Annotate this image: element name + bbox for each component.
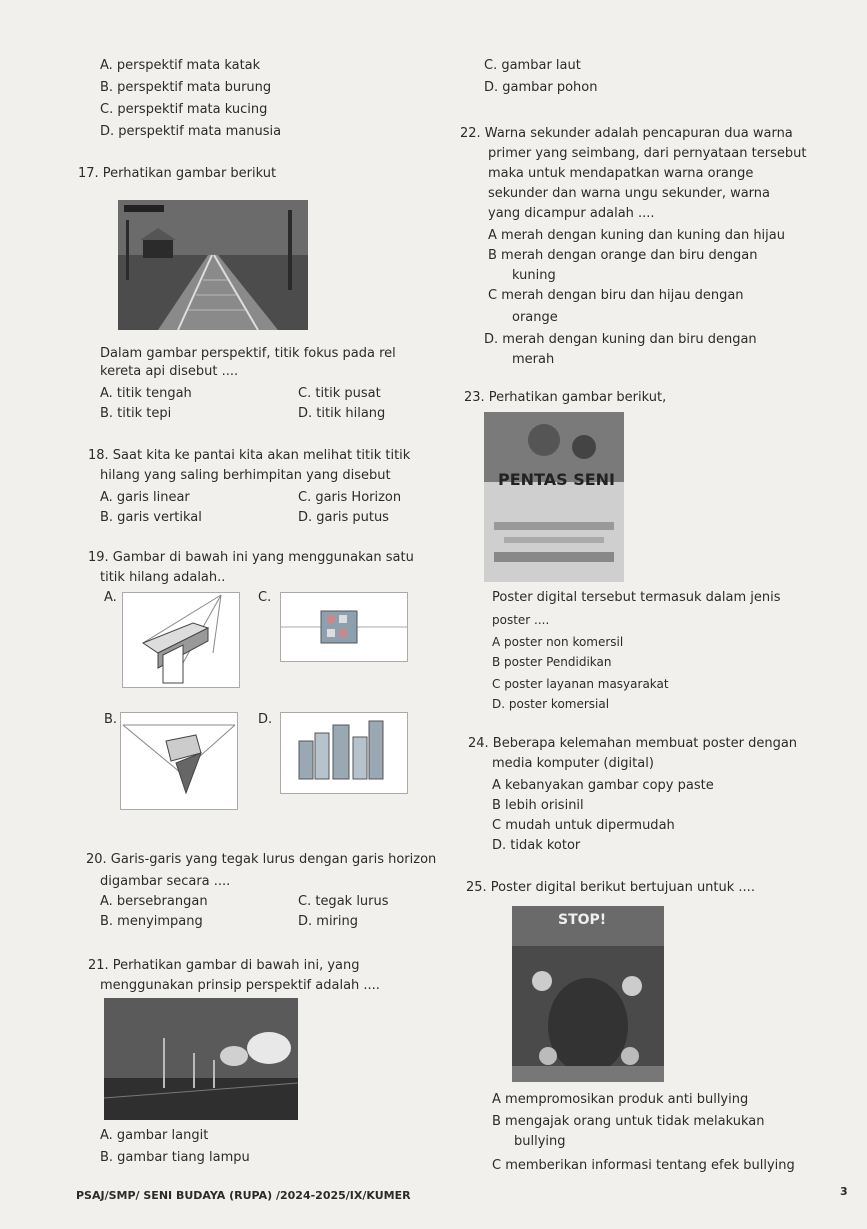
q22-option-c-line2: orange <box>512 310 558 325</box>
q19-question-line2: titik hilang adalah.. <box>100 570 226 585</box>
q22-line3: maka untuk mendapatkan warna orange <box>488 166 754 181</box>
q25-option-b-line2: bullying <box>514 1134 566 1149</box>
q25-option-b-line1: B mengajak orang untuk tidak melakukan <box>492 1114 765 1129</box>
q24-question-line2: media komputer (digital) <box>492 756 654 771</box>
q22-option-b-line1: B merah dengan orange dan biru dengan <box>488 248 758 263</box>
q25-option-a: A mempromosikan produk anti bullying <box>492 1092 749 1107</box>
q21-option-a: A. gambar langit <box>100 1128 209 1143</box>
footer-code: PSAJ/SMP/ SENI BUDAYA (RUPA) /2024-2025/IX/KUMER <box>76 1189 411 1202</box>
q22-option-c-line1: C merah dengan biru dan hijau dengan <box>488 288 744 303</box>
q17-option-c: C. titik pusat <box>298 386 381 401</box>
q18-option-b: B. garis vertikal <box>100 510 202 525</box>
q17-option-d: D. titik hilang <box>298 406 386 421</box>
q24-option-d: D. tidak kotor <box>492 838 581 853</box>
q25-intro: 25. Poster digital berikut bertujuan untuk .... <box>466 880 755 895</box>
q22-option-d-line1: D. merah dengan kuning dan biru dengan <box>484 332 757 347</box>
q23-question-line2: poster .... <box>492 613 550 627</box>
q22-option-d-line2: merah <box>512 352 555 367</box>
q23-intro: 23. Perhatikan gambar berikut, <box>464 390 667 405</box>
q23-option-b: B poster Pendidikan <box>492 655 612 669</box>
q17-question-line1: Dalam gambar perspektif, titik fokus pada rel <box>100 346 396 361</box>
pentas-seni-poster <box>484 412 624 582</box>
q23-option-d: D. poster komersial <box>492 697 610 711</box>
q24-question-line1: 24. Beberapa kelemahan membuat poster dengan <box>468 736 798 751</box>
q19-image-a <box>122 592 240 688</box>
q23-question-line1: Poster digital tersebut termasuk dalam jenis <box>492 590 781 605</box>
q21-question-line1: 21. Perhatikan gambar di bawah ini, yang <box>88 958 360 973</box>
q19-question-line1: 19. Gambar di bawah ini yang menggunakan satu <box>88 550 414 565</box>
q17-question-line2: kereta api disebut .... <box>100 364 239 379</box>
q16-option-d-right: D. gambar pohon <box>484 80 598 95</box>
stop-bullying-poster <box>512 906 664 1082</box>
q16-option-a: A. perspektif mata katak <box>100 58 261 73</box>
q24-option-a: A kebanyakan gambar copy paste <box>492 778 714 793</box>
q20-question-line2: digambar secara .... <box>100 874 231 889</box>
q16-option-c-right: C. gambar laut <box>484 58 581 73</box>
q24-option-c: C mudah untuk dipermudah <box>492 818 675 833</box>
q18-question-line2: hilang yang saling berhimpitan yang disebut <box>100 468 391 483</box>
q21-question-line2: menggunakan prinsip perspektif adalah .... <box>100 978 380 993</box>
page-number: 3 <box>840 1185 848 1198</box>
q20-option-c: C. tegak lurus <box>298 894 389 909</box>
q16-option-d: D. perspektif mata manusia <box>100 124 282 139</box>
poster-stop-text: STOP! <box>558 912 607 928</box>
q19-label-b: B. <box>104 712 118 727</box>
q18-option-c: C. garis Horizon <box>298 490 402 505</box>
q18-option-a: A. garis linear <box>100 490 190 505</box>
q21-option-b: B. gambar tiang lampu <box>100 1150 250 1165</box>
q22-line4: sekunder dan warna ungu sekunder, warna <box>488 186 771 201</box>
railway-perspective-image <box>118 200 308 330</box>
street-lamp-image <box>104 998 298 1120</box>
q22-line1: 22. Warna sekunder adalah pencapuran dua warna <box>460 126 793 141</box>
poster-title: PENTAS SENI <box>498 470 615 489</box>
q16-option-c: C. perspektif mata kucing <box>100 102 268 117</box>
q17-option-b: B. titik tepi <box>100 406 172 421</box>
q24-option-b: B lebih orisinil <box>492 798 584 813</box>
q18-option-d: D. garis putus <box>298 510 389 525</box>
q20-option-b: B. menyimpang <box>100 914 203 929</box>
q19-image-b <box>120 712 238 810</box>
q17-intro: 17. Perhatikan gambar berikut <box>78 166 277 181</box>
q19-label-d: D. <box>258 712 273 727</box>
q23-option-c: C poster layanan masyarakat <box>492 677 669 691</box>
q22-option-b-line2: kuning <box>512 268 556 283</box>
q19-image-d <box>280 712 408 794</box>
q22-line2: primer yang seimbang, dari pernyataan tersebut <box>488 146 807 161</box>
q18-question-line1: 18. Saat kita ke pantai kita akan melihat titik titik <box>88 448 411 463</box>
q20-option-d: D. miring <box>298 914 358 929</box>
q17-option-a: A. titik tengah <box>100 386 192 401</box>
q23-option-a: A poster non komersil <box>492 635 624 649</box>
q16-option-b: B. perspektif mata burung <box>100 80 272 95</box>
q19-label-a: A. <box>104 590 117 605</box>
q20-option-a: A. bersebrangan <box>100 894 208 909</box>
q22-option-a: A merah dengan kuning dan kuning dan hijau <box>488 228 785 243</box>
q19-label-c: C. <box>258 590 272 605</box>
q20-question-line1: 20. Garis-garis yang tegak lurus dengan garis horizon <box>86 852 437 867</box>
q22-line5: yang dicampur adalah .... <box>488 206 655 221</box>
q19-image-c <box>280 592 408 662</box>
q25-option-c: C memberikan informasi tentang efek bullying <box>492 1158 795 1173</box>
